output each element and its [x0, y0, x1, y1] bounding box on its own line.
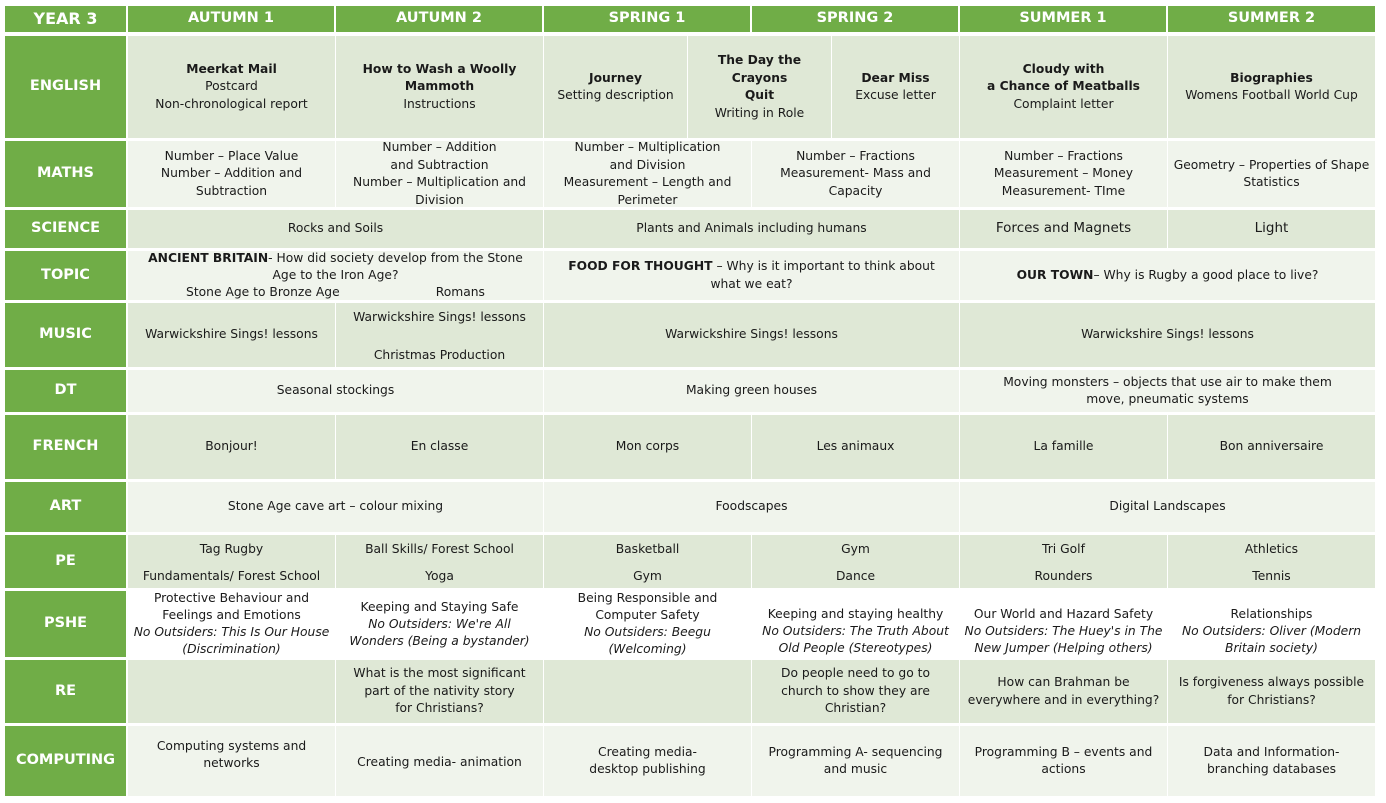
pe-summer2	[1168, 535, 1375, 588]
pe-activity: Yoga	[425, 568, 454, 583]
re-autumn2-line: part of the nativity story	[364, 683, 515, 698]
pshe-spring2-book: No Outsiders: The Truth About Old People (Stereotypes)	[762, 623, 949, 655]
dt-spring: Making green houses	[544, 370, 960, 412]
maths-line: Measurement- Mass and	[780, 166, 931, 181]
pshe-spring2	[752, 591, 960, 657]
maths-line: Number – Addition and	[160, 166, 303, 181]
computing-spring1: Creating media- desktop publishing	[544, 726, 752, 796]
art-autumn: Stone Age cave art – colour mixing	[128, 482, 544, 532]
music-spring: Warwickshire Sings! lessons	[544, 303, 960, 367]
pe-activity: Basketball	[615, 542, 680, 556]
re-summer2: Is forgiveness always possible for Christians?	[1168, 660, 1375, 723]
science-autumn: Rocks and Soils	[128, 210, 544, 248]
english-summer1	[960, 36, 1168, 138]
pe-activity: Tri Golf	[1042, 542, 1085, 556]
french-summer2: Bon anniversaire	[1168, 415, 1375, 479]
topic-autumn-title: ANCIENT BRITAIN	[148, 251, 269, 265]
french-spring1: Mon corps	[544, 415, 752, 479]
topic-spring-question	[552, 258, 951, 293]
pe-spring1	[544, 535, 752, 588]
computing-summer1: Programming B – events and actions	[960, 726, 1168, 796]
music-autumn2-line1: Warwickshire Sings! lessons	[353, 310, 526, 324]
pe-autumn2	[336, 535, 544, 588]
topic-autumn-question	[138, 250, 533, 284]
music-autumn2	[336, 303, 544, 367]
pe-activity: Gym	[633, 568, 662, 583]
maths-line: Number – Addition	[382, 140, 497, 154]
subject-maths: MATHS	[5, 141, 126, 207]
french-autumn1: Bonjour!	[128, 415, 336, 479]
re-spring1	[544, 660, 752, 723]
topic-autumn	[128, 251, 544, 300]
pshe-autumn2	[336, 591, 544, 657]
pshe-spring1-book: No Outsiders: Beegu (Welcoming)	[584, 625, 711, 656]
english-summer2	[1168, 36, 1375, 138]
english-autumn2-title-1: How to Wash a Woolly	[362, 61, 517, 76]
maths-line: Measurement – Length and	[563, 175, 732, 189]
science-summer1: Forces and Magnets	[960, 210, 1168, 248]
french-summer1: La famille	[960, 415, 1168, 479]
maths-line: Number – Fractions	[1004, 148, 1123, 163]
maths-line: and Division	[609, 157, 686, 172]
subject-pe: PE	[5, 535, 126, 588]
english-autumn2-line1: Instructions	[403, 96, 476, 111]
english-summer1-title-2: a Chance of Meatballs	[986, 79, 1140, 94]
pe-autumn1	[128, 535, 336, 588]
english-autumn1-line2: Non-chronological report	[155, 96, 308, 111]
pe-spring2	[752, 535, 960, 588]
re-summer1: How can Brahman be everywhere and in everything?	[960, 660, 1168, 723]
topic-summer-question	[1017, 267, 1319, 285]
subject-french: FRENCH	[5, 415, 126, 479]
maths-line: Measurement – Money	[993, 166, 1134, 181]
topic-autumn-sub2: Romans	[435, 285, 485, 299]
term-header-summer1: SUMMER 1	[960, 6, 1166, 32]
pe-activity: Fundamentals/ Forest School	[142, 568, 321, 583]
subject-dt: DT	[5, 370, 126, 412]
pe-activity: Dance	[835, 568, 876, 583]
english-autumn2	[336, 36, 544, 138]
topic-spring-text: – Why is it important to think about what we eat?	[710, 259, 935, 291]
english-summer1-line1: Complaint letter	[1013, 96, 1114, 111]
subject-re: RE	[5, 660, 126, 723]
art-summer: Digital Landscapes	[960, 482, 1375, 532]
pshe-spring2-theme: Keeping and staying healthy	[767, 606, 944, 621]
pshe-autumn1-book: No Outsiders: This Is Our House (Discrimination)	[133, 625, 330, 656]
maths-line: Perimeter	[617, 192, 678, 207]
re-autumn1	[128, 660, 336, 723]
term-header-autumn2: AUTUMN 2	[336, 6, 542, 32]
maths-line: Number – Multiplication	[574, 140, 721, 154]
english-spring1b-line1: Writing in Role	[714, 105, 805, 120]
french-autumn2: En classe	[336, 415, 544, 479]
maths-summer1	[960, 141, 1168, 207]
pshe-summer2-book: No Outsiders: Oliver (Modern Britain society)	[1181, 623, 1362, 655]
maths-line: Statistics	[1243, 175, 1300, 189]
maths-line: Number – Fractions	[796, 148, 915, 163]
music-autumn2-line2: Christmas Production	[373, 347, 506, 362]
maths-summer2	[1168, 141, 1375, 207]
english-summer2-title: Biographies	[1230, 70, 1313, 85]
dt-summer: Moving monsters – objects that use air to make them move, pneumatic systems	[960, 370, 1375, 412]
maths-line: Number – Multiplication and	[353, 175, 526, 189]
computing-spring2: Programming A- sequencing and music	[752, 726, 960, 796]
english-spring1b-title-2: Quit	[744, 88, 775, 102]
pe-activity: Tennis	[1252, 568, 1291, 583]
english-spring2-title: Dear Miss	[861, 70, 930, 85]
pe-activity: Gym	[841, 542, 870, 556]
maths-spring2	[752, 141, 960, 207]
pshe-autumn2-theme: Keeping and Staying Safe	[360, 599, 519, 614]
pe-summer1	[960, 535, 1168, 588]
english-spring2	[832, 36, 960, 138]
pe-activity: Athletics	[1244, 542, 1299, 556]
subject-pshe: PSHE	[5, 591, 126, 657]
topic-summer	[960, 251, 1375, 300]
topic-autumn-subunits	[138, 284, 533, 301]
pshe-autumn2-book: No Outsiders: We're All Wonders (Being a bystander)	[349, 616, 530, 648]
english-summer1-title-1: Cloudy with	[1022, 61, 1105, 76]
maths-line: Subtraction	[195, 183, 268, 198]
music-autumn1: Warwickshire Sings! lessons	[128, 303, 336, 367]
re-spring2-line: Do people need to go to	[781, 666, 930, 681]
english-spring2-line1: Excuse letter	[855, 88, 936, 102]
pshe-summer2-theme: Relationships	[1230, 606, 1313, 621]
topic-autumn-text: - How did society develop from the Stone Age to the Iron Age?	[268, 251, 523, 282]
computing-summer2: Data and Information- branching databases	[1168, 726, 1375, 796]
maths-line: Number – Place Value	[164, 148, 299, 163]
pshe-spring1	[544, 591, 752, 657]
pe-activity: Ball Skills/ Forest School	[365, 542, 514, 556]
computing-autumn1: Computing systems and networks	[128, 726, 336, 796]
maths-autumn2	[336, 141, 544, 207]
term-header-spring1: SPRING 1	[544, 6, 750, 32]
english-autumn1	[128, 36, 336, 138]
subject-science: SCIENCE	[5, 210, 126, 248]
art-spring: Foodscapes	[544, 482, 960, 532]
pe-activity: Rounders	[1034, 568, 1093, 583]
maths-autumn1	[128, 141, 336, 207]
english-summer2-line1: Womens Football World Cup	[1185, 88, 1358, 102]
subject-art: ART	[5, 482, 126, 532]
maths-line: Measurement- TIme	[1001, 183, 1126, 198]
term-header-spring2: SPRING 2	[752, 6, 958, 32]
pshe-autumn1	[128, 591, 336, 657]
french-spring2: Les animaux	[752, 415, 960, 479]
topic-spring	[544, 251, 960, 300]
science-spring: Plants and Animals including humans	[544, 210, 960, 248]
maths-line: Capacity	[828, 183, 883, 198]
maths-line: Division	[415, 192, 464, 207]
subject-music: MUSIC	[5, 303, 126, 367]
english-spring1-b	[688, 36, 832, 138]
pshe-summer2	[1168, 591, 1375, 657]
re-autumn2-line: for Christians?	[395, 701, 484, 716]
maths-line: Geometry – Properties of Shape	[1173, 157, 1370, 172]
maths-line: and Subtraction	[390, 157, 489, 172]
re-spring2	[752, 660, 960, 723]
pshe-spring1-theme: Being Responsible and Computer Safety	[577, 591, 718, 622]
subject-topic: TOPIC	[5, 251, 126, 300]
subject-computing: COMPUTING	[5, 726, 126, 796]
pshe-summer1-book: No Outsiders: The Huey's in The New Jumper (Helping others)	[964, 623, 1163, 655]
english-autumn2-title-2: Mammoth	[404, 79, 475, 94]
pshe-summer1	[960, 591, 1168, 657]
english-autumn1-title: Meerkat Mail	[186, 61, 277, 76]
maths-spring1	[544, 141, 752, 207]
dt-autumn: Seasonal stockings	[128, 370, 544, 412]
english-spring1-a	[544, 36, 688, 138]
english-spring1a-line1: Setting description	[557, 88, 674, 102]
pshe-summer1-theme: Our World and Hazard Safety	[973, 606, 1154, 621]
topic-spring-title: FOOD FOR THOUGHT	[568, 259, 713, 273]
pshe-autumn1-theme: Protective Behaviour and Feelings and Emotions	[153, 591, 310, 622]
english-spring1b-title-1: The Day the Crayons	[717, 53, 802, 85]
topic-summer-title: OUR TOWN	[1016, 267, 1094, 282]
topic-autumn-sub1: Stone Age to Bronze Age	[186, 285, 340, 299]
subject-english: ENGLISH	[5, 36, 126, 138]
english-spring1a-title: Journey	[589, 70, 642, 85]
term-header-summer2: SUMMER 2	[1168, 6, 1375, 32]
topic-summer-text: – Why is Rugby a good place to live?	[1093, 267, 1319, 282]
pe-activity: Tag Rugby	[199, 542, 264, 556]
english-autumn1-line1: Postcard	[205, 79, 258, 94]
music-summer: Warwickshire Sings! lessons	[960, 303, 1375, 367]
year-header: YEAR 3	[5, 6, 126, 32]
re-spring2-line: Christian?	[824, 701, 887, 716]
re-autumn2-line: What is the most significant	[353, 666, 526, 681]
science-summer2: Light	[1168, 210, 1375, 248]
re-spring2-line: church to show they are	[781, 683, 930, 698]
re-autumn2	[336, 660, 544, 723]
computing-autumn2: Creating media- animation	[336, 726, 544, 796]
term-header-autumn1: AUTUMN 1	[128, 6, 334, 32]
